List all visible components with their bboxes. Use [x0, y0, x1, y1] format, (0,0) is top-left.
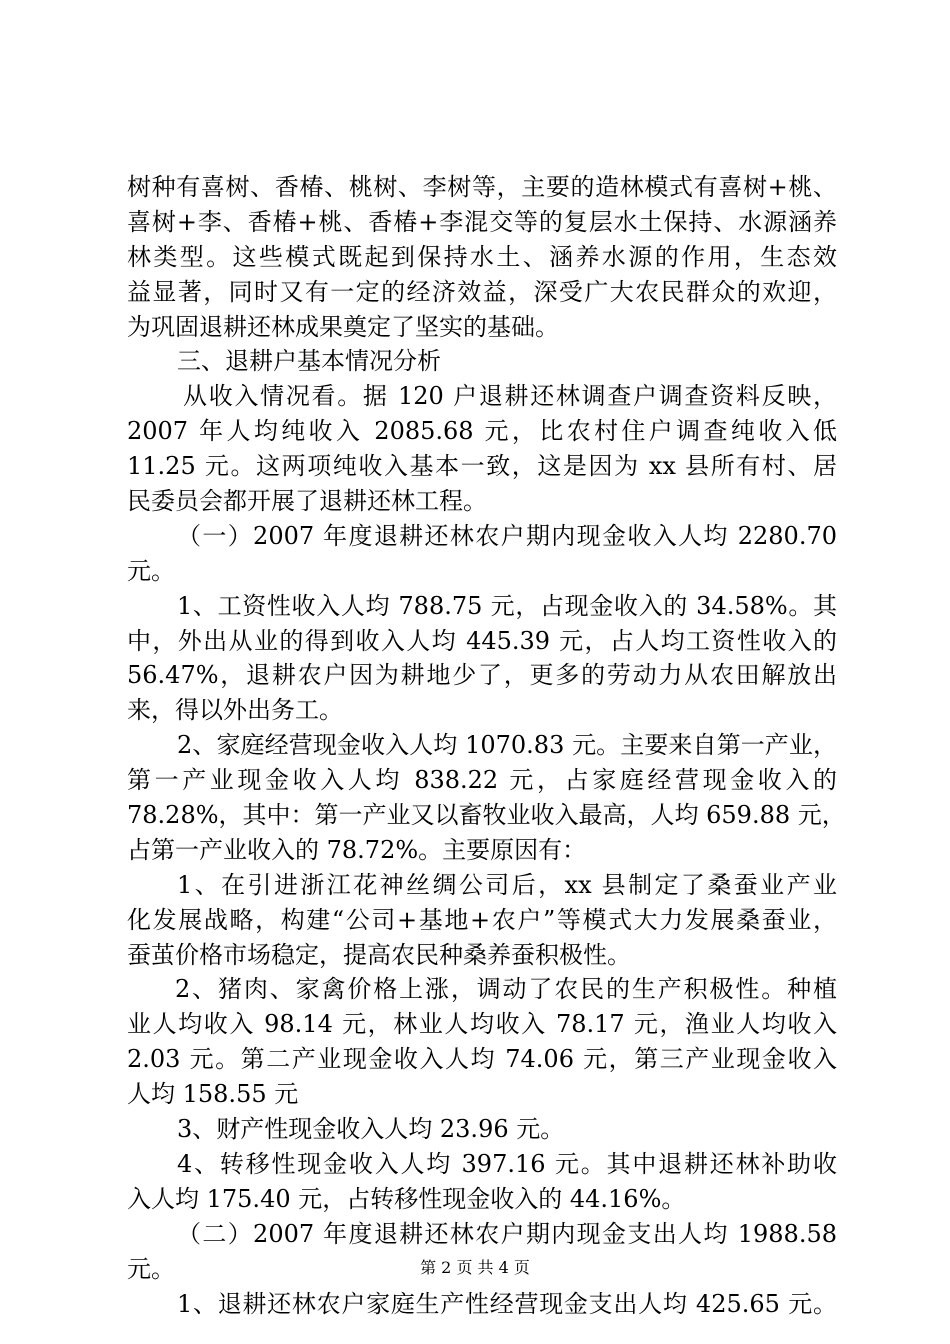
text-line: 林类型。这些模式既起到保持水土、涵养水源的作用，生态效	[127, 242, 837, 271]
text-line: 中，外出从业的得到收入人均 445.39 元，占人均工资性收入的	[127, 626, 837, 655]
text-line: 3、财产性现金收入人均 23.96 元。	[177, 1115, 565, 1144]
text-line: 民委员会都开展了退耕还林工程。	[127, 487, 487, 516]
text-line: 78.28%，其中：第一产业又以畜牧业收入最高，人均 659.88 元，	[127, 801, 846, 830]
text-line: 1、退耕还林农户家庭生产性经营现金支出人均 425.65 元。	[177, 1289, 837, 1318]
text-line: 占第一产业收入的 78.72%。主要原因有：	[127, 835, 587, 864]
text-line: 4、转移性现金收入人均 397.16 元。其中退耕还林补助收	[177, 1149, 837, 1178]
text-line: 三、退耕户基本情况分析	[177, 347, 441, 376]
page-footer: 第 2 页 共 4 页	[420, 1258, 530, 1277]
text-line: 益显著，同时又有一定的经济效益，深受广大农民群众的欢迎，	[127, 277, 837, 306]
text-line: 来，得以外出务工。	[127, 696, 343, 725]
text-line: 为巩固退耕还林成果奠定了坚实的基础。	[127, 312, 559, 341]
text-line: 业人均收入 98.14 元，林业人均收入 78.17 元，渔业人均收入	[127, 1010, 837, 1039]
text-line: 第一产业现金收入人均 838.22 元，占家庭经营现金收入的	[127, 766, 837, 795]
text-line: 元。	[127, 1254, 175, 1283]
text-line: 1、工资性收入人均 788.75 元，占现金收入的 34.58%。其	[177, 591, 837, 620]
text-line: 喜树+李、香椿+桃、香椿+李混交等的复层水土保持、水源涵养	[127, 207, 837, 236]
text-line: 2.03 元。第二产业现金收入人均 74.06 元，第三产业现金收入	[127, 1045, 837, 1074]
text-line: （一）2007 年度退耕还林农户期内现金收入人均 2280.70	[177, 521, 837, 550]
text-line: 蚕茧价格市场稳定，提高农民种桑养蚕积极性。	[127, 940, 631, 969]
text-line: 树种有喜树、香椿、桃树、李树等，主要的造林模式有喜树+桃、	[127, 173, 837, 201]
text-line: 元。	[127, 556, 175, 585]
text-line: 56.47%，退耕农户因为耕地少了，更多的劳动力从农田解放出	[127, 661, 837, 690]
text-line: 人均 158.55 元	[127, 1080, 299, 1109]
text-line: （二）2007 年度退耕还林农户期内现金支出人均 1988.58	[177, 1219, 837, 1248]
text-line: 从收入情况看。据 120 户退耕还林调查户调查资料反映，	[183, 382, 837, 411]
text-line: 2、家庭经营现金收入人均 1070.83 元。主要来自第一产业，	[177, 731, 837, 760]
document-body	[127, 170, 846, 1321]
text-line: 11.25 元。这两项纯收入基本一致，这是因为 xx 县所有村、居	[127, 452, 837, 481]
text-line: 化发展战略，构建“公司+基地+农户”等模式大力发展桑蚕业，	[127, 905, 837, 934]
text-line: 2、猪肉、家禽价格上涨，调动了农民的生产积极性。种植	[175, 975, 837, 1004]
text-line: 1、在引进浙江花神丝绸公司后，xx 县制定了桑蚕业产业	[177, 870, 837, 899]
text-line: 入人均 175.40 元，占转移性现金收入的 44.16%。	[127, 1184, 686, 1213]
text-line: 2007 年人均纯收入 2085.68 元，比农村住户调查纯收入低	[127, 417, 837, 446]
